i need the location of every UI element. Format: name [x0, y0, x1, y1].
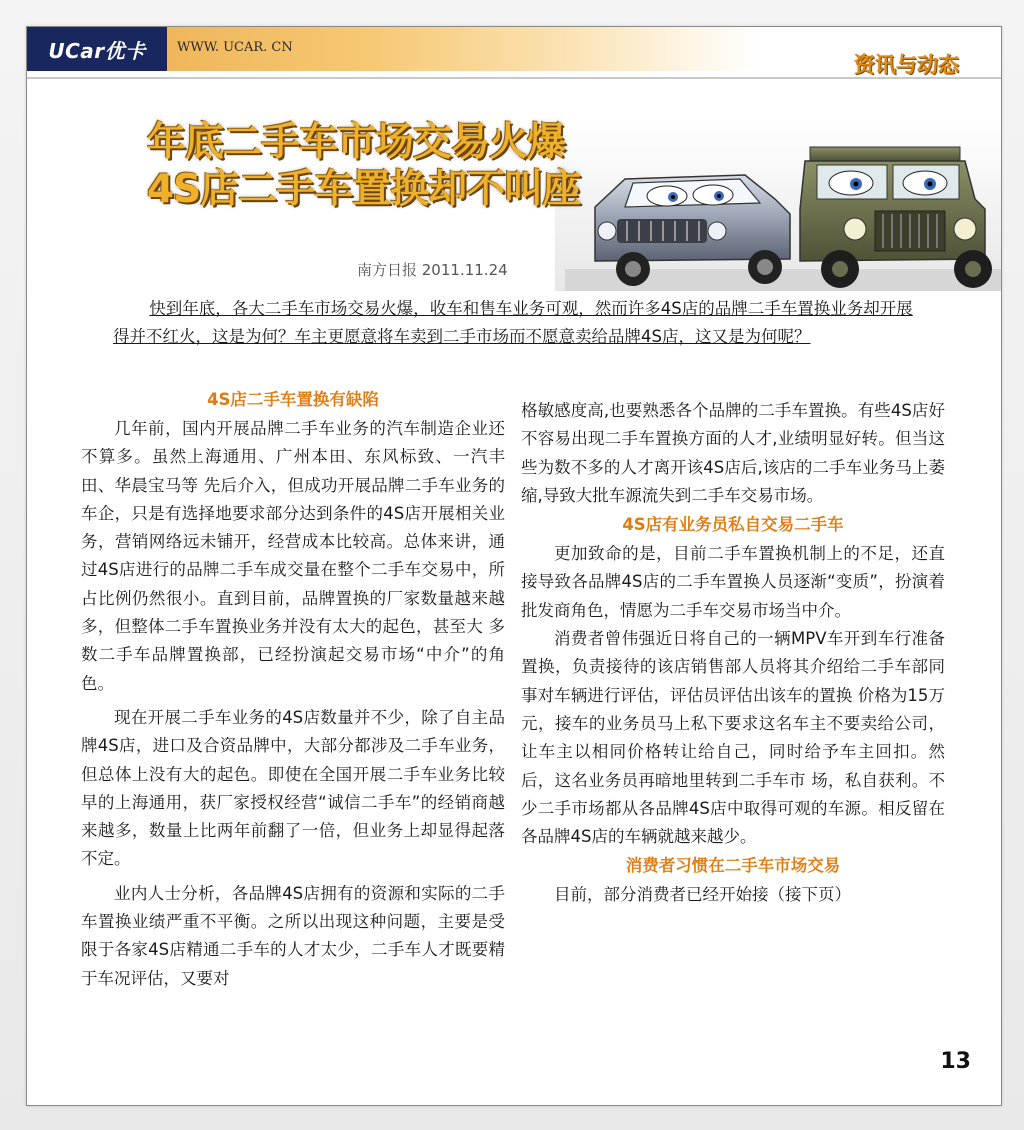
ucar-logo [27, 27, 167, 71]
paragraph: 几年前，国内开展品牌二手车业务的汽车制造企业还不算多。虽然上海通用、广州本田、东风标致、一汽丰田、华晨宝马等 先后介入，但成功开展品牌二手车业务的车企，只是有选择地要求部分达到条件的4S店开展相关业务，营销网络远未铺开，经营成本比较高。总体来讲，通过4S店进行的品牌二手车成交量在整个二手车交易中，所占比例仍然很小。直到目前，品牌置换的厂家数量越来越多，但整体二手车置换业务并没有太大的起色，甚至大 多数二手车品牌置换部，已经扮演起交易市场“中介”的角色。 [81, 419, 505, 693]
headline-line-1: 年底二手车市场交易火爆 [147, 120, 566, 165]
cartoon-cars-illustration [555, 119, 1001, 291]
paragraph: 格敏感度高,也要熟悉各个品牌的二手车置换。有些4S店好不容易出现二手车置换方面的人才,业绩明显好转。但当这些为数不多的人才离开该4S店后,该店的二手车业务马上萎缩,导致大批车源流失到二手车交易市场。 [521, 401, 945, 505]
right-column [521, 397, 945, 910]
left-column [81, 385, 505, 993]
paragraph: 更加致命的是，目前二手车置换机制上的不足，还直接导致各品牌4S店的二手车置换人员逐渐“变质”，扮演着批发商角色，情愿为二手车交易市场当中介。 [521, 544, 945, 620]
header-divider [27, 77, 1001, 79]
section-title: 资讯与动态 [854, 53, 959, 77]
paragraph: 消费者曾伟强近日将自己的一辆MPV车开到车行准备置换，负责接待的该店销售部人员将其介绍给二手车部同事对车辆进行评估，评估员评估出该车的置换 价格为15万元，接车的业务员马上私下要求这名车主不要卖给公司，让车主以相同价格转让给自己，同时给予车主回扣。然后，这名业务员再暗地里转到二手车市 场，私自获利。不少二手市场都从各品牌4S店中取得可观的车源。相反留在各品牌4S店的车辆就越来越少。 [521, 629, 945, 847]
article-intro: 快到年底，各大二手车市场交易火爆，收车和售车业务可观，然而许多4S店的品牌二手车置换业务却开展得并不红火，这是为何？车主更愿意将车卖到二手市场而不愿意卖给品牌4S店，这又是为何呢？ [113, 299, 913, 346]
magazine-page [26, 26, 1002, 1106]
subheading-4s-defects: 4S店二手车置换有缺陷 [207, 390, 379, 409]
logo-text: UCar优卡 [48, 38, 146, 63]
subheading-private-deals: 4S店有业务员私自交易二手车 [622, 515, 844, 535]
subheading-consumer-habits: 消费者习惯在二手车市场交易 [625, 856, 841, 876]
headline-line-2: 4S店二手车置换却不叫座 [147, 167, 581, 212]
page-number: 13 [940, 1049, 971, 1074]
article-headline [147, 119, 580, 213]
paragraph: 现在开展二手车业务的4S店数量并不少，除了自主品牌4S店，进口及合资品牌中，大部分都涉及二手车业务，但总体上没有大的起色。即使在全国开展二手车业务比较早的上海通用，获厂家授权经营“诚信二手车”的经销商越来越多，数量上比两年前翻了一倍，但业务上却显得起落不定。 [81, 707, 505, 869]
article-source: 南方日报 2011.11.24 [357, 261, 508, 279]
paragraph: 目前，部分消费者已经开始接（接下页） [554, 885, 851, 905]
site-url: WWW. UCAR. CN [177, 40, 293, 55]
paragraph: 业内人士分析，各品牌4S店拥有的资源和实际的二手车置换业绩严重不平衡。之所以出现这种问题，主要是受限于各家4S店精通二手车的人才太少，二手车人才既要精于车况评估，又要对 [81, 883, 505, 988]
